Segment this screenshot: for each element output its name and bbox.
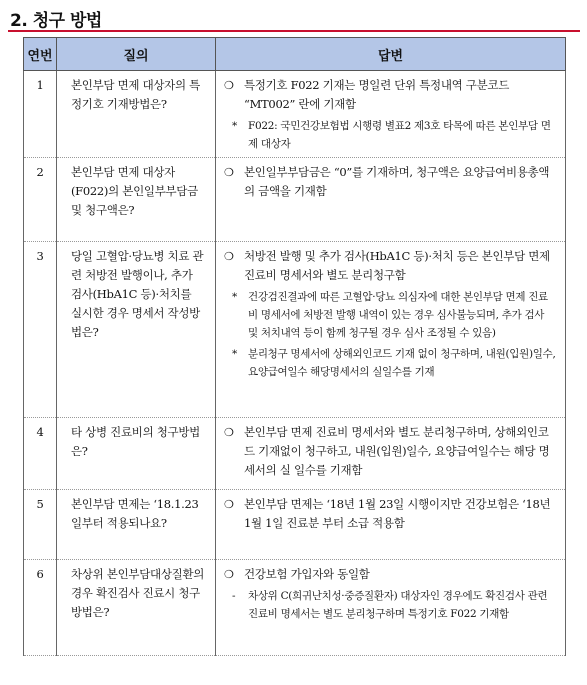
row-question: 본인부담 면제는 ‘18.1.23일부터 적용되나요? bbox=[57, 490, 216, 560]
row-number: 6 bbox=[24, 560, 57, 656]
header-question: 질의 bbox=[57, 38, 216, 71]
row-answer bbox=[216, 242, 566, 418]
row-answer bbox=[216, 490, 566, 560]
section-heading bbox=[8, 2, 580, 32]
table-row bbox=[24, 242, 566, 418]
bullet-circle-icon: ❍ bbox=[224, 250, 234, 263]
bullet-circle-icon: ❍ bbox=[224, 498, 234, 511]
table-row bbox=[24, 418, 566, 490]
row-answer bbox=[216, 71, 566, 158]
row-answer bbox=[216, 560, 566, 656]
answer-bullet: ❍ 특정기호 F022 기재는 명일련 단위 특정내역 구분코드 “MT002” 란에 기재함 bbox=[224, 78, 510, 111]
answer-note: * 분리청구 명세서에 상해외인코드 기재 없이 청구하며, 내원(입원)일수, 요양급여일수 해당명세서의 실일수를 기재 bbox=[232, 348, 556, 378]
row-question: 차상위 본인부담대상질환의 경우 확진검사 진료시 청구방법은? bbox=[57, 560, 216, 656]
answer-note: * 건강검진결과에 따른 고혈압·당뇨 의심자에 대한 본인부담 면제 진료비 명세서에 처방전 발행 내역이 있는 경우 심사불능되며, 추가 검사 및 처치내역 등이 함께 청구될 경우 심사 조정될 수 있음) bbox=[232, 291, 548, 339]
answer-bullet: ❍ 본인부담 면제는 ‘18년 1월 23일 시행이지만 건강보험은 ‘18년 1월 1일 진료분 부터 소급 적용함 bbox=[224, 497, 551, 530]
bullet-circle-icon: ❍ bbox=[224, 426, 234, 439]
bullet-circle-icon: ❍ bbox=[224, 166, 234, 179]
table-row bbox=[24, 490, 566, 560]
row-number: 4 bbox=[24, 418, 57, 490]
bullet-circle-icon: ❍ bbox=[224, 568, 234, 581]
table-row bbox=[24, 71, 566, 158]
row-answer bbox=[216, 418, 566, 490]
table-row bbox=[24, 560, 566, 656]
answer-bullet: ❍ 건강보험 가입자와 동일함 bbox=[222, 565, 557, 584]
row-question: 본인부담 면제 대상자의 특정기호 기재방법은? bbox=[57, 71, 216, 158]
row-answer bbox=[216, 158, 566, 242]
row-number: 5 bbox=[24, 490, 57, 560]
row-number: 1 bbox=[24, 71, 57, 158]
row-number: 3 bbox=[24, 242, 57, 418]
header-answer: 답변 bbox=[216, 38, 566, 71]
bullet-circle-icon: ❍ bbox=[224, 79, 234, 92]
header-no: 연번 bbox=[24, 38, 57, 71]
answer-note: - 차상위 C(희귀난치성·중증질환자) 대상자인 경우에도 확진검사 관련 진료비 명세서는 별도 분리청구하며 특정기호 F022 기재함 bbox=[232, 590, 548, 620]
answer-note: * F022: 국민건강보험법 시행령 별표2 제3호 타목에 따른 본인부담 면제 대상자 bbox=[232, 120, 551, 150]
answer-bullet: ❍ 본인일부부담금은 “0”를 기재하며, 청구액은 요양급여비용총액의 금액을 기재함 bbox=[224, 165, 550, 198]
row-number: 2 bbox=[24, 158, 57, 242]
row-question: 타 상병 진료비의 청구방법은? bbox=[57, 418, 216, 490]
answer-bullet: ❍ 본인부담 면제 진료비 명세서와 별도 분리청구하며, 상해외인코드 기재없이 청구하고, 내원(입원)일수, 요양급여일수는 해당 명세서의 실 일수를 기재함 bbox=[224, 425, 550, 477]
section-title: 2. 청구 방법 bbox=[10, 11, 102, 31]
qa-table bbox=[23, 37, 566, 656]
answer-bullet: ❍ 처방전 발행 및 추가 검사(HbA1C 등)·처치 등은 본인부담 면제 진료비 명세서와 별도 분리청구함 bbox=[224, 249, 550, 282]
row-question: 본인부담 면제 대상자(F022)의 본인일부부담금 및 청구액은? bbox=[57, 158, 216, 242]
row-question: 당일 고혈압·당뇨병 치료 관련 처방전 발행이나, 추가 검사(HbA1C 등)·처치를 실시한 경우 명세서 작성방법은? bbox=[57, 242, 216, 418]
table-row bbox=[24, 158, 566, 242]
table-header-row bbox=[24, 38, 566, 71]
